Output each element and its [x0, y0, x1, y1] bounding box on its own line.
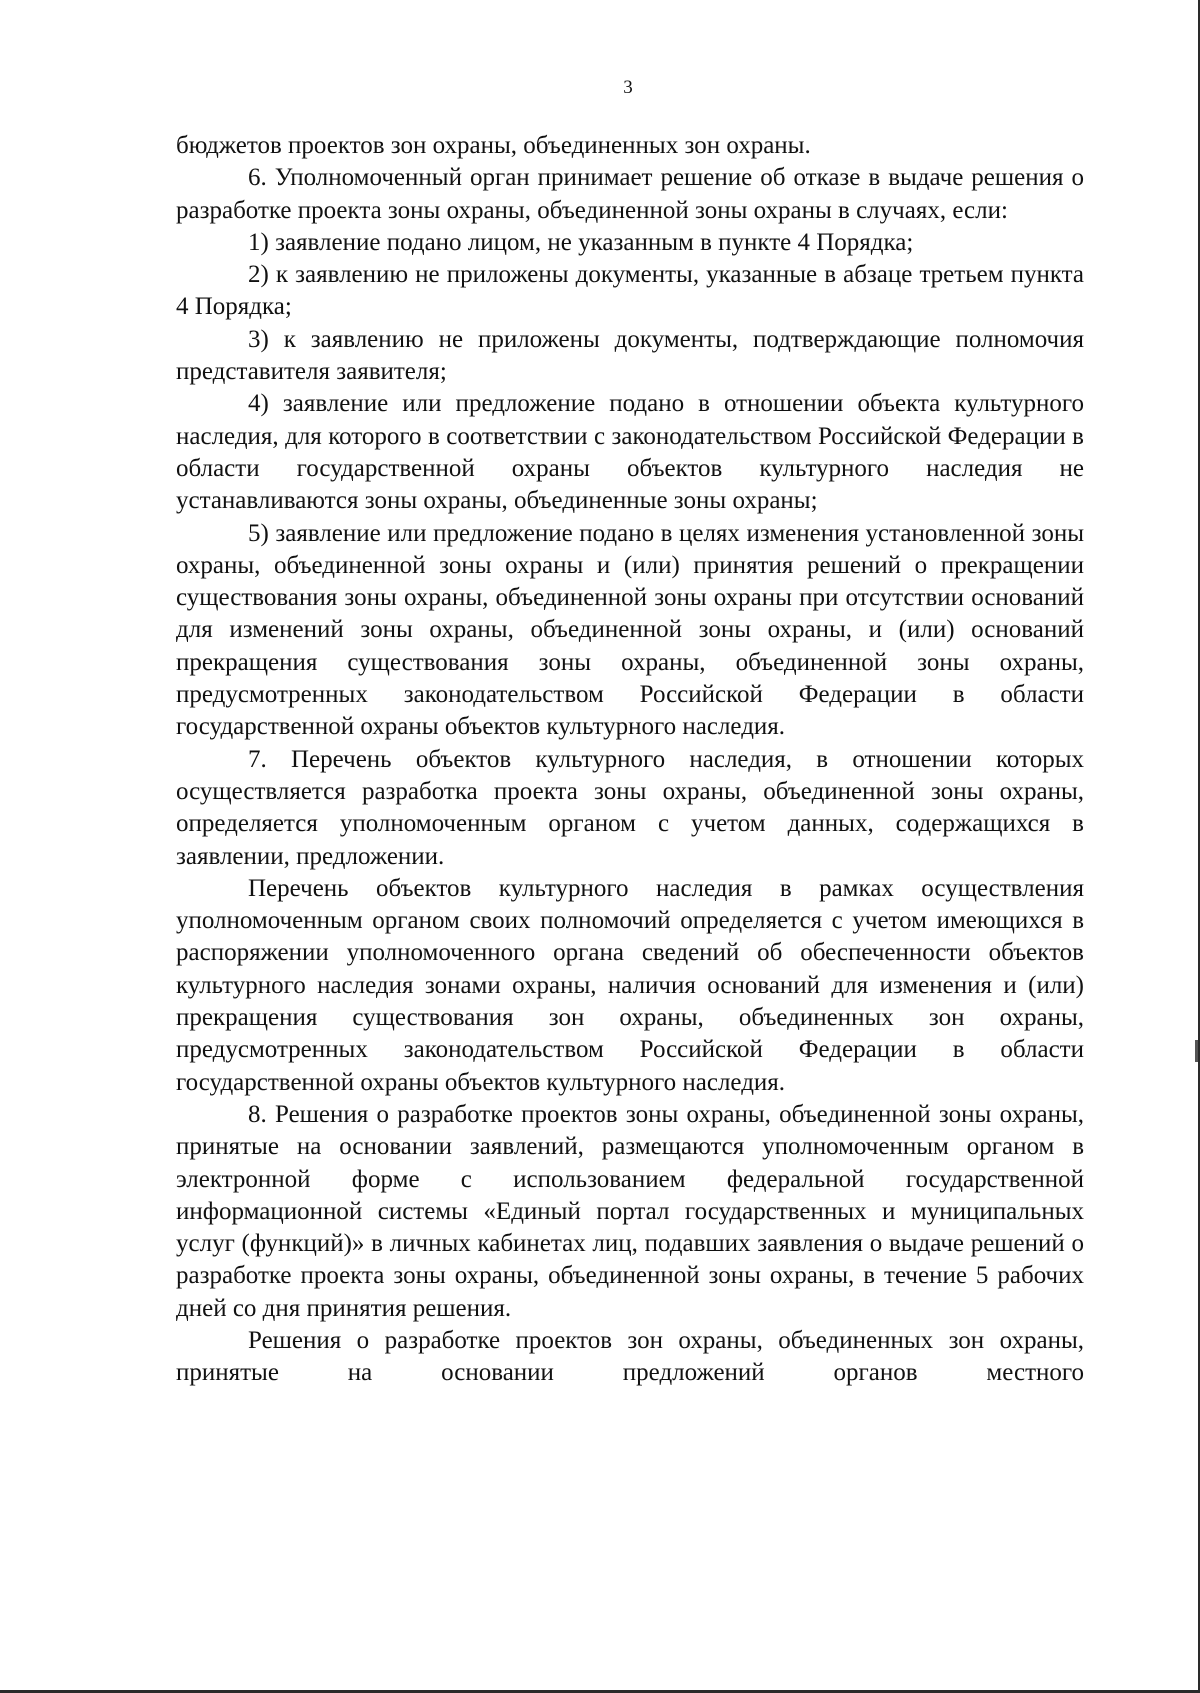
paragraph-item-7: 7. Перечень объектов культурного наследия, в отношении которых осуществляется разработка проекта зоны охраны, объединенной зоны охраны, определяется уполномоченным органом с учетом данных, содержащихся в заявлении, предложении.	[176, 745, 1084, 870]
document-body	[176, 130, 1084, 1390]
list-item-1: 1) заявление подано лицом, не указанным в пункте 4 Порядка;	[248, 228, 914, 256]
list-item-5: 5) заявление или предложение подано в целях изменения установленной зоны охраны, объединенной зоны охраны и (или) принятия решений о прекращении существования зоны охраны, объединенной зоны охраны при отсутствии оснований для изменений зоны охраны, объединенной зоны охраны, и (или) оснований прекращения существования зоны охраны, объединенной зоны охраны, предусмотренных законодательством Российской Федерации в области государственной охраны объектов культурного наследия.	[176, 519, 1084, 741]
paragraph-item-8: 8. Решения о разработке проектов зоны охраны, объединенной зоны охраны, принятые на основании заявлений, размещаются уполномоченным органом в электронной форме с использованием федеральной государственной информационной системы «Единый портал государственных и муниципальных услуг (функций)» в личных кабинетах лиц, подавших заявления о выдаче решений о разработке проекта зоны охраны, объединенной зоны охраны, в течение 5 рабочих дней со дня принятия решения.	[176, 1100, 1084, 1322]
paragraph-continuation: бюджетов проектов зон охраны, объединенных зон охраны.	[176, 132, 811, 159]
paragraph-item-7-second: Перечень объектов культурного наследия в рамках осуществления уполномоченным органом своих полномочий определяется с учетом имеющихся в распоряжении уполномоченного органа сведений об обеспеченности объектов культурного наследия зонами охраны, наличия оснований для изменения и (или) прекращения существования зон охраны, объединенных зон охраны, предусмотренных законодательством Российской Федерации в области государственной охраны объектов культурного наследия.	[176, 874, 1084, 1096]
paragraph-item-8-second: Решения о разработке проектов зон охраны, объединенных зон охраны, принятые на основании предложений органов местного	[176, 1326, 1084, 1387]
list-item-4: 4) заявление или предложение подано в отношении объекта культурного наследия, для которого в соответствии с законодательством Российской Федерации в области государственной охраны объектов культурного наследия не устанавливаются зоны охраны, объединенные зоны охраны;	[176, 390, 1084, 515]
paragraph-item-6: 6. Уполномоченный орган принимает решение об отказе в выдаче решения о разработке проекта зоны охраны, объединенной зоны охраны в случаях, если:	[176, 164, 1084, 224]
page-number: 3	[623, 77, 633, 98]
scan-mark	[1195, 1040, 1198, 1062]
list-item-2: 2) к заявлению не приложены документы, указанные в абзаце третьем пункта 4 Порядка;	[176, 261, 1084, 321]
list-item-3: 3) к заявлению не приложены документы, подтверждающие полномочия представителя заявителя;	[176, 325, 1084, 386]
